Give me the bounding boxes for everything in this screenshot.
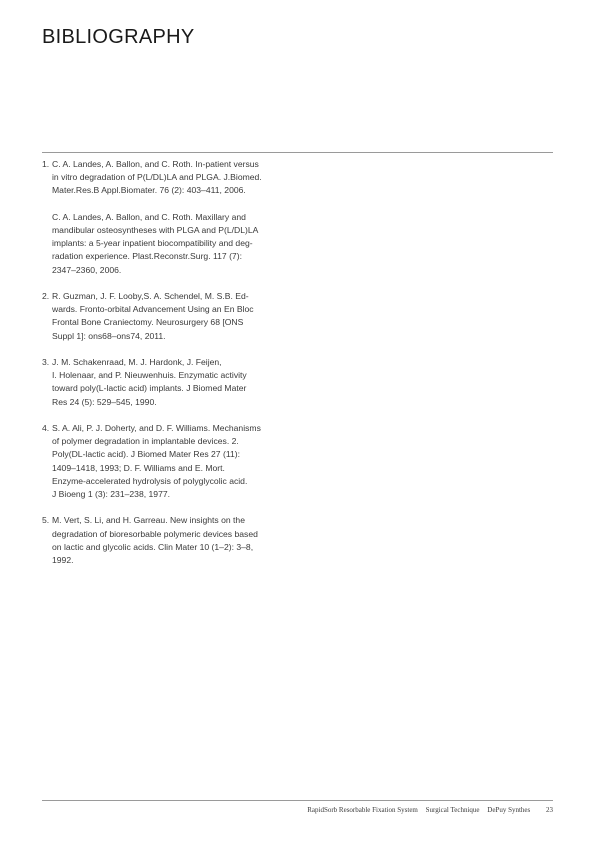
reference-text-line: I. Holenaar, and P. Nieuwenhuis. Enzymatic activity	[52, 370, 247, 381]
footer-section: Surgical Technique	[425, 806, 480, 814]
reference-item	[42, 422, 294, 501]
header-divider	[42, 152, 553, 153]
reference-text-line: C. A. Landes, A. Ballon, and C. Roth. In-patient versus	[52, 159, 259, 169]
reference-list	[42, 158, 294, 580]
footer-product: RapidSorb Resorbable Fixation System	[307, 806, 418, 814]
reference-text-line: Frontal Bone Craniectomy. Neurosurgery 68 [ONS	[52, 317, 244, 328]
reference-text-line: degradation of bioresorbable polymeric devices based	[52, 528, 258, 539]
footer-brand: DePuy Synthes	[487, 806, 531, 814]
reference-text-line: S. A. Ali, P. J. Doherty, and D. F. Williams. Mechanisms	[52, 423, 261, 433]
reference-text-line: implants: a 5-year inpatient biocompatibility and deg-	[52, 238, 253, 249]
reference-text-line: 1409–1418, 1993; D. F. Williams and E. Mort.	[52, 462, 225, 473]
reference-item	[42, 211, 294, 277]
reference-item	[42, 356, 294, 409]
reference-number: 1.	[42, 159, 50, 169]
reference-text-line: radation experience. Plast.Reconstr.Surg. 117 (7):	[52, 251, 242, 262]
reference-number: 3.	[42, 357, 50, 367]
reference-text-line: in vitro degradation of P(L/DL)LA and PLGA. J.Biomed.	[52, 172, 262, 183]
reference-text-line: J Bioeng 1 (3): 231–238, 1977.	[52, 489, 171, 500]
page-footer	[301, 806, 553, 814]
reference-text-line: Res 24 (5): 529–545, 1990.	[52, 396, 157, 407]
footer-divider	[42, 800, 553, 801]
reference-text-line: 2347–2360, 2006.	[52, 264, 122, 275]
reference-text-line: on lactic and glycolic acids. Clin Mater 10 (1–2): 3–8,	[52, 541, 254, 552]
reference-text-line: mandibular osteosyntheses with PLGA and P(L/DL)LA	[52, 225, 259, 235]
reference-item	[42, 290, 294, 343]
reference-text-line: of polymer degradation in implantable devices. 2.	[52, 436, 239, 447]
reference-text-line: wards. Fronto-orbital Advancement Using an En Bloc	[52, 304, 254, 315]
footer-page-number: 23	[546, 806, 553, 814]
reference-number: 4.	[42, 423, 50, 433]
reference-text-line: Suppl 1]: ons68–ons74, 2011.	[52, 330, 166, 341]
page-title: BIBLIOGRAPHY	[42, 26, 195, 48]
reference-text-line: R. Guzman, J. F. Looby,S. A. Schendel, M. S.B. Ed-	[52, 291, 249, 301]
reference-text-line: Mater.Res.B Appl.Biomater. 76 (2): 403–411, 2006.	[52, 185, 246, 196]
reference-text-line: C. A. Landes, A. Ballon, and C. Roth. Maxillary and	[52, 211, 246, 222]
reference-text-line: 1992.	[52, 555, 74, 566]
reference-text-line: J. M. Schakenraad, M. J. Hardonk, J. Feijen,	[52, 357, 222, 367]
reference-item	[42, 158, 294, 198]
reference-text-line: toward poly(L-lactic acid) implants. J Biomed Mater	[52, 383, 247, 394]
reference-number: 2.	[42, 291, 50, 301]
reference-item	[42, 514, 294, 567]
reference-text-line: M. Vert, S. Li, and H. Garreau. New insights on the	[52, 515, 245, 526]
reference-number: 5.	[42, 515, 50, 526]
reference-text-line: Poly(DL-lactic acid). J Biomed Mater Res 27 (11):	[52, 449, 241, 460]
reference-text-line: Enzyme-accelerated hydrolysis of polyglycolic acid.	[52, 475, 248, 486]
